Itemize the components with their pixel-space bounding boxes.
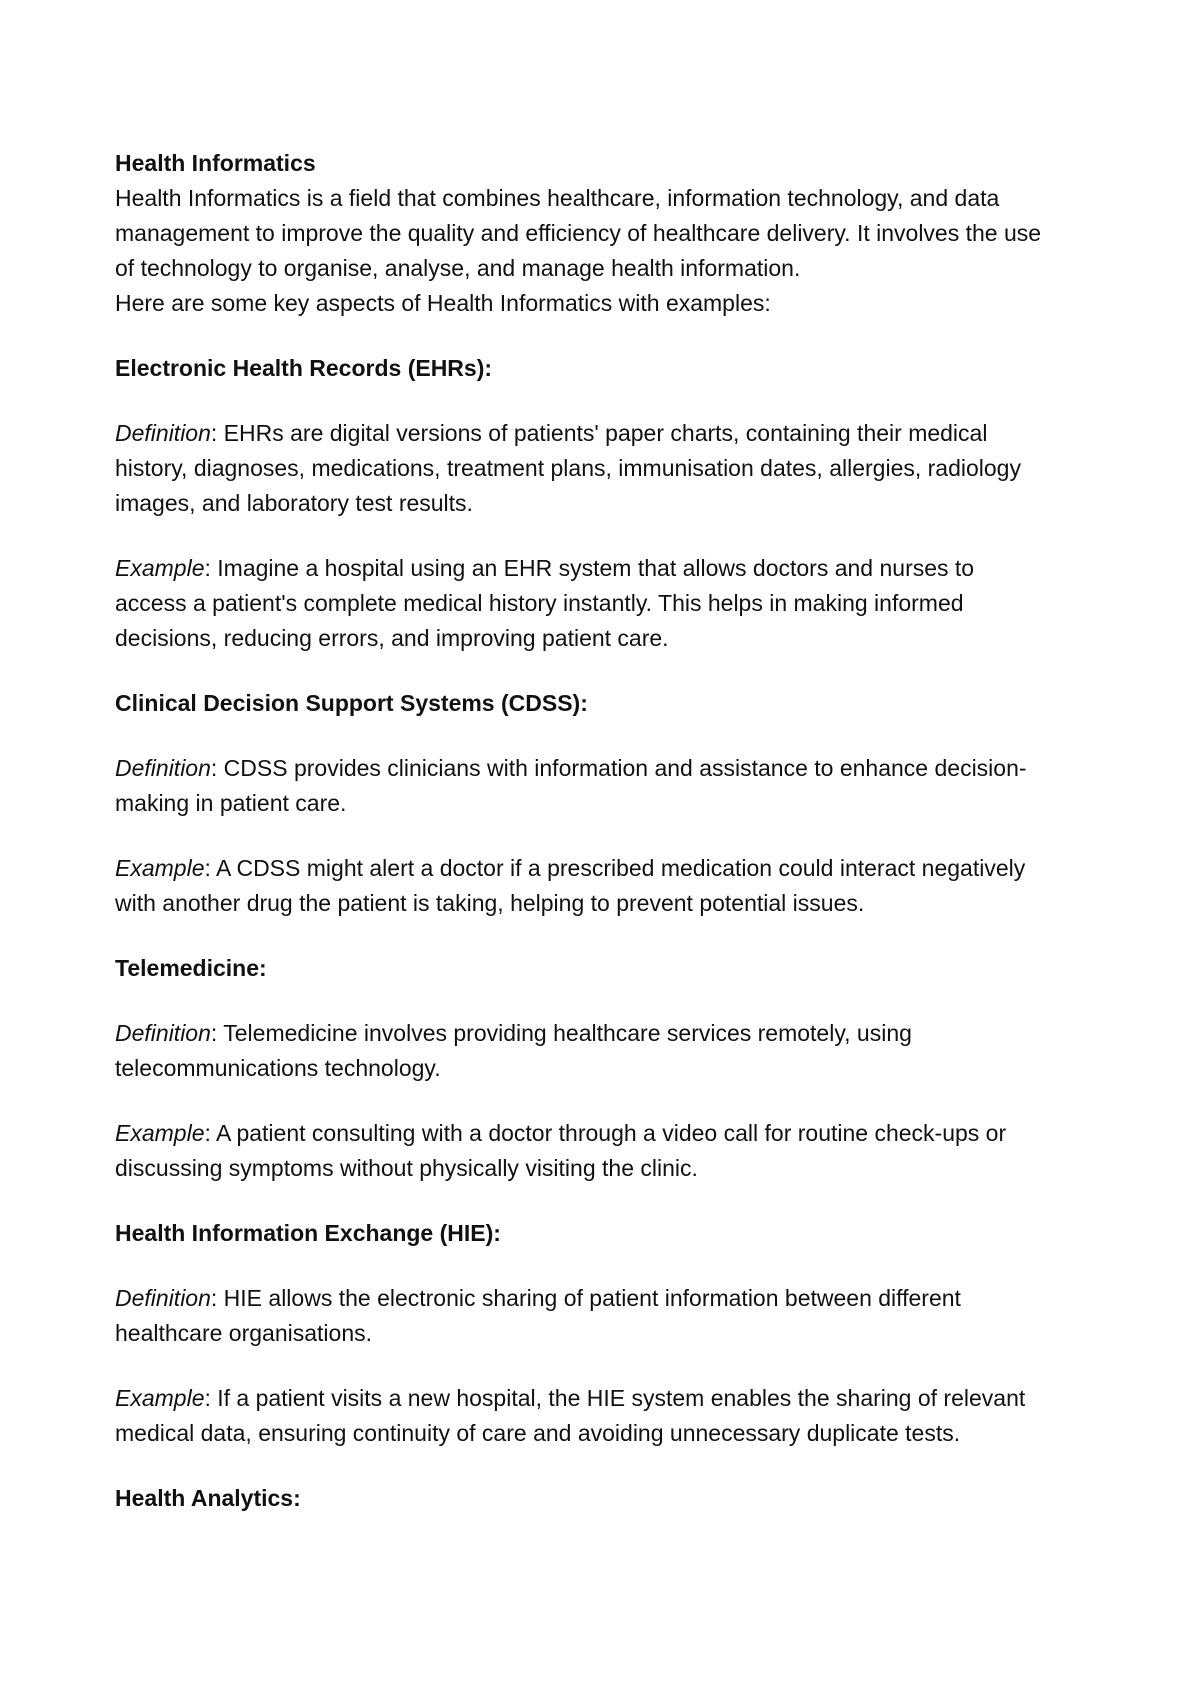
example-line: discussing symptoms without physically visiting the clinic. xyxy=(115,1155,698,1181)
example-line: with another drug the patient is taking, helping to prevent potential issues. xyxy=(115,890,865,916)
document-page xyxy=(115,146,1105,1516)
example-line: decisions, reducing errors, and improving patient care. xyxy=(115,625,669,651)
example-paragraph xyxy=(115,1381,1105,1451)
example-line: medical data, ensuring continuity of care and avoiding unnecessary duplicate tests. xyxy=(115,1420,961,1446)
definition-line: telecommunications technology. xyxy=(115,1055,441,1081)
definition-line: Definition: Telemedicine involves providing healthcare services remotely, using xyxy=(115,1020,912,1046)
section-heading: Electronic Health Records (EHRs): xyxy=(115,355,493,381)
section-health-analytics xyxy=(115,1481,1105,1516)
example-line: Example: Imagine a hospital using an EHR system that allows doctors and nurses to xyxy=(115,555,975,581)
definition-paragraph xyxy=(115,751,1105,821)
definition-paragraph xyxy=(115,1281,1105,1351)
intro-paragraph xyxy=(115,181,1105,321)
definition-line: Definition: HIE allows the electronic sharing of patient information between different xyxy=(115,1285,961,1311)
intro-line: management to improve the quality and efficiency of healthcare delivery. It involves the use xyxy=(115,220,1042,246)
example-label: Example xyxy=(115,1120,205,1146)
definition-paragraph xyxy=(115,416,1105,521)
section-heading: Health Information Exchange (HIE): xyxy=(115,1220,501,1246)
example-label: Example xyxy=(115,555,205,581)
example-paragraph xyxy=(115,551,1105,656)
section-telemedicine xyxy=(115,951,1105,1186)
example-line: access a patient's complete medical history instantly. This helps in making informed xyxy=(115,590,964,616)
example-line: Example: A CDSS might alert a doctor if a prescribed medication could interact negatively xyxy=(115,855,1026,881)
example-line: Example: If a patient visits a new hospital, the HIE system enables the sharing of relevant xyxy=(115,1385,1026,1411)
definition-label: Definition xyxy=(115,755,211,781)
definition-line: history, diagnoses, medications, treatment plans, immunisation dates, allergies, radiology xyxy=(115,455,1021,481)
section-heading: Clinical Decision Support Systems (CDSS): xyxy=(115,690,588,716)
section-heading: Telemedicine: xyxy=(115,955,267,981)
definition-paragraph xyxy=(115,1016,1105,1086)
definition-line: making in patient care. xyxy=(115,790,347,816)
example-label: Example xyxy=(115,1385,205,1411)
example-paragraph xyxy=(115,1116,1105,1186)
definition-line: Definition: CDSS provides clinicians with information and assistance to enhance decision- xyxy=(115,755,1027,781)
example-label: Example xyxy=(115,855,205,881)
definition-line: Definition: EHRs are digital versions of patients' paper charts, containing their medical xyxy=(115,420,988,446)
definition-label: Definition xyxy=(115,1285,211,1311)
definition-line: images, and laboratory test results. xyxy=(115,490,473,516)
section-hie xyxy=(115,1216,1105,1451)
section-ehr xyxy=(115,351,1105,656)
intro-line: Health Informatics is a field that combines healthcare, information technology, and data xyxy=(115,185,1000,211)
section-cdss xyxy=(115,686,1105,921)
intro-line: Here are some key aspects of Health Informatics with examples: xyxy=(115,290,771,316)
intro-line: of technology to organise, analyse, and manage health information. xyxy=(115,255,801,281)
document-title: Health Informatics xyxy=(115,150,316,176)
example-line: Example: A patient consulting with a doctor through a video call for routine check-ups or xyxy=(115,1120,1007,1146)
section-heading: Health Analytics: xyxy=(115,1485,301,1511)
definition-line: healthcare organisations. xyxy=(115,1320,372,1346)
example-paragraph xyxy=(115,851,1105,921)
definition-label: Definition xyxy=(115,1020,211,1046)
definition-label: Definition xyxy=(115,420,211,446)
